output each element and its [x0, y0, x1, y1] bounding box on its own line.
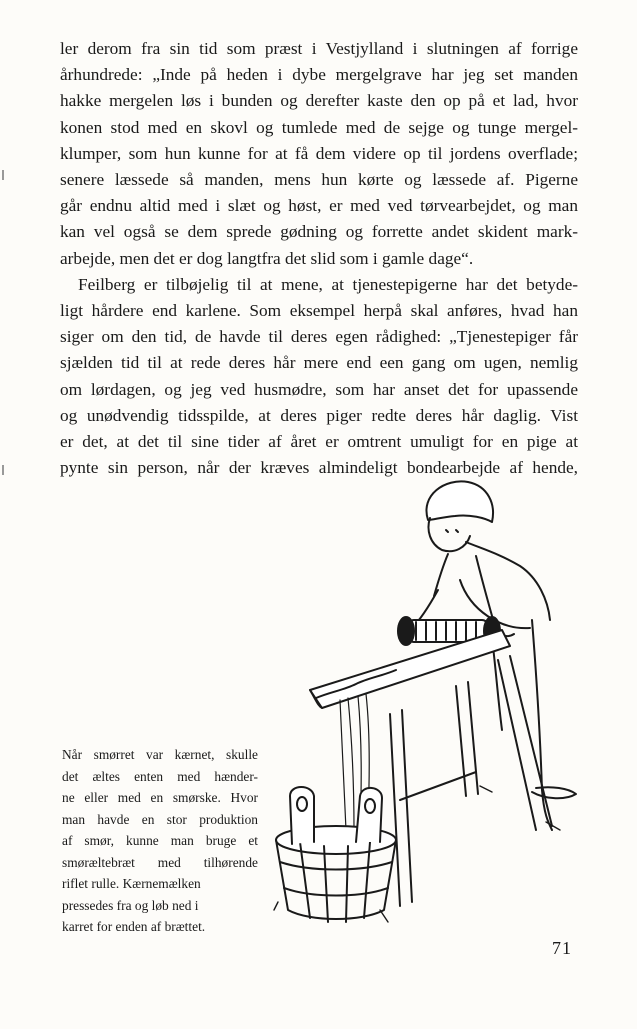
text-line: klumper, som hun kunne for at få dem videre op til jordens overflade; — [60, 143, 578, 163]
text-line: Feilberg er tilbøjelig til at mene, at tjenestepigerne har det betyde- — [78, 274, 578, 294]
text-line: hakke mergelen løs i bunden og derefter kaste den op på et lad, hvor — [60, 91, 578, 111]
figure-caption — [62, 744, 258, 938]
caption-line: af smør, kunne man bruge et — [62, 833, 258, 848]
page-number: 71 — [552, 938, 572, 958]
caption-line: man havde en stor produktion — [62, 811, 258, 827]
butter-kneading-illustration — [270, 470, 590, 930]
text-line: sjælden tid til at rede deres hår mere end een gang om ugen, nemlig — [60, 353, 578, 373]
text-line: og unødvendig tidsspilde, at deres piger redte deres hår daglig. Vist — [60, 405, 578, 425]
text-line: er det, at det til sine tider af året er omtrent umuligt for en pige at — [60, 432, 578, 452]
caption-line: pressedes fra og løb ned i — [62, 897, 199, 913]
caption-line: det æltes enten med hænder- — [62, 768, 258, 784]
text-line: kan vel også se dem sprede gødning og forrette andet skident mark- — [60, 222, 578, 242]
text-line: pynte sin person, når der kræves almindeligt bondearbejde af hende, — [60, 458, 578, 478]
text-line: konen stod med en skovl og tumlede med de sejge og tunge mergel- — [60, 117, 578, 137]
margin-mark — [2, 465, 4, 475]
caption-line: riflet rulle. Kærnemælken — [62, 876, 201, 891]
text-line: siger om den tid, de havde til deres egen rådighed: „Tjenestepiger får — [60, 327, 578, 347]
body-text — [60, 36, 578, 481]
text-line: går endnu altid med i slæt og høst, er med ved tørvearbejdet, og man — [60, 196, 578, 216]
text-line: arbejde, men det er dog langtfra det slid som i gamle dage“. — [60, 248, 474, 268]
margin-mark — [2, 170, 4, 180]
text-line: ler derom fra sin tid som præst i Vestjylland i slutningen af forrige — [60, 39, 578, 58]
caption-line: Når smørret var kærnet, skulle — [62, 747, 258, 762]
caption-line: karret for enden af brættet. — [62, 919, 206, 934]
caption-line: ne eller med en smørske. Hvor — [62, 790, 258, 805]
text-line: om lørdagen, og jeg ved husmødre, som har anset det for upassende — [60, 379, 578, 399]
text-line: senere læssede så manden, mens hun kørte og læssede af. Pigerne — [60, 170, 578, 190]
text-line: århundrede: „Inde på heden i dybe mergelgrave har jeg set manden — [60, 65, 578, 85]
caption-line: smøræltebræt med tilhørende — [62, 854, 258, 870]
text-line: ligt hårdere end karlene. Som eksempel herpå skal anføres, hvad han — [60, 301, 578, 321]
